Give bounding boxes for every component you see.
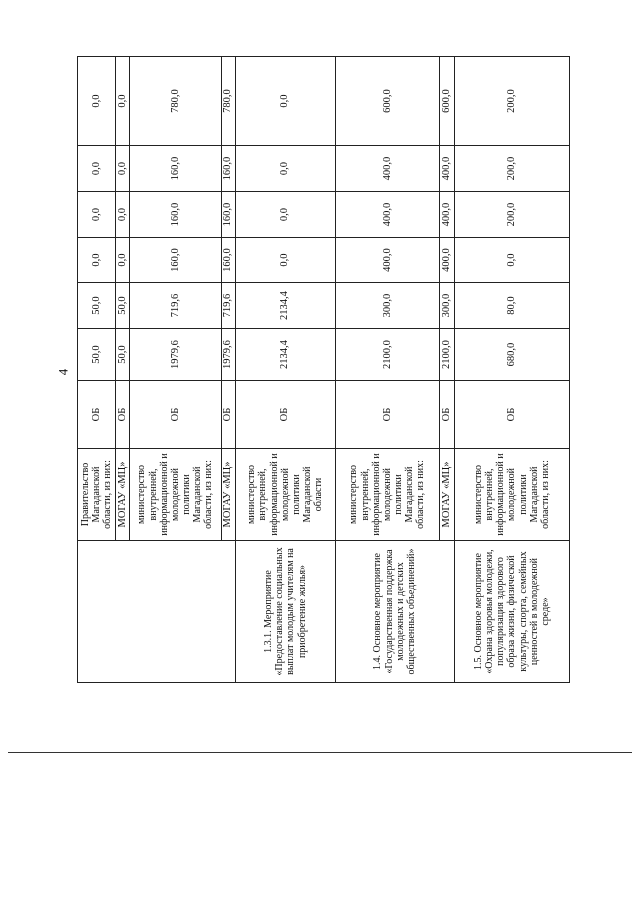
budget-table bbox=[77, 56, 570, 683]
value-cell: 400,0 bbox=[335, 238, 440, 283]
value-cell: 160,0 bbox=[221, 238, 236, 283]
value-cell: 0,0 bbox=[115, 57, 130, 146]
org-cell: министерство внутренней, информационной и молодежной политики Магаданской области, из них: bbox=[130, 449, 221, 541]
org-cell: министерство внутренней, информационной и молодежной политики Магаданской области, из них: bbox=[335, 449, 440, 541]
org-cell: МОГАУ «МЦ» bbox=[221, 449, 236, 541]
table-row bbox=[454, 57, 569, 683]
value-cell: 400,0 bbox=[335, 146, 440, 192]
value-cell: 50,0 bbox=[115, 283, 130, 329]
value-cell: 80,0 bbox=[454, 283, 569, 329]
source-cell: ОБ bbox=[221, 381, 236, 449]
value-cell: 50,0 bbox=[78, 283, 116, 329]
value-cell: 0,0 bbox=[115, 238, 130, 283]
rotated-table-container bbox=[77, 57, 570, 683]
value-cell: 160,0 bbox=[130, 146, 221, 192]
org-cell: министерство внутренней, информационной и молодежной политики Магаданской области bbox=[236, 449, 336, 541]
value-cell: 0,0 bbox=[78, 238, 116, 283]
source-cell: ОБ bbox=[454, 381, 569, 449]
value-cell: 400,0 bbox=[440, 192, 455, 238]
event-cell: 1.3.1. Мероприятие «Предоставление социальных выплат молодым учителям на приобретение жилья» bbox=[236, 541, 336, 683]
value-cell: 0,0 bbox=[78, 57, 116, 146]
source-cell: ОБ bbox=[335, 381, 440, 449]
value-cell: 2134,4 bbox=[236, 329, 336, 381]
source-cell: ОБ bbox=[115, 381, 130, 449]
value-cell: 0,0 bbox=[236, 57, 336, 146]
value-cell: 160,0 bbox=[130, 192, 221, 238]
value-cell: 600,0 bbox=[440, 57, 455, 146]
value-cell: 600,0 bbox=[335, 57, 440, 146]
value-cell: 2134,4 bbox=[236, 283, 336, 329]
value-cell: 2100,0 bbox=[335, 329, 440, 381]
value-cell: 160,0 bbox=[221, 146, 236, 192]
value-cell: 680,0 bbox=[454, 329, 569, 381]
event-cell: 1.5. Основное мероприятие «Охрана здоровья молодежи, популяризация здорового образа жизни, физической культуры, спорта, семейных ценностей в молодежной среде» bbox=[454, 541, 569, 683]
value-cell: 0,0 bbox=[78, 192, 116, 238]
source-cell: ОБ bbox=[236, 381, 336, 449]
value-cell: 200,0 bbox=[454, 146, 569, 192]
value-cell: 0,0 bbox=[236, 238, 336, 283]
source-cell: ОБ bbox=[130, 381, 221, 449]
value-cell: 400,0 bbox=[440, 238, 455, 283]
value-cell: 300,0 bbox=[335, 283, 440, 329]
table-row bbox=[335, 57, 440, 683]
source-cell: ОБ bbox=[78, 381, 116, 449]
org-cell: МОГАУ «МЦ» bbox=[440, 449, 455, 541]
org-cell: Правительство Магаданской области, из них: bbox=[78, 449, 116, 541]
value-cell: 400,0 bbox=[335, 192, 440, 238]
source-cell: ОБ bbox=[440, 381, 455, 449]
value-cell: 400,0 bbox=[440, 146, 455, 192]
page-divider-line bbox=[8, 752, 632, 753]
value-cell: 719,6 bbox=[221, 283, 236, 329]
value-cell: 780,0 bbox=[130, 57, 221, 146]
value-cell: 0,0 bbox=[115, 146, 130, 192]
event-cell bbox=[78, 541, 236, 683]
value-cell: 780,0 bbox=[221, 57, 236, 146]
table-row bbox=[78, 57, 116, 683]
value-cell: 200,0 bbox=[454, 192, 569, 238]
org-cell: министерство внутренней, информационной и молодежной политики Магаданской области, из них: bbox=[454, 449, 569, 541]
table-row bbox=[236, 57, 336, 683]
value-cell: 0,0 bbox=[236, 146, 336, 192]
value-cell: 719,6 bbox=[130, 283, 221, 329]
event-cell: 1.4. Основное мероприятие «Государственная поддержка молодежных и детских общественных объединений» bbox=[335, 541, 454, 683]
value-cell: 1979,6 bbox=[130, 329, 221, 381]
value-cell: 0,0 bbox=[236, 192, 336, 238]
value-cell: 160,0 bbox=[130, 238, 221, 283]
value-cell: 0,0 bbox=[115, 192, 130, 238]
value-cell: 300,0 bbox=[440, 283, 455, 329]
value-cell: 200,0 bbox=[454, 57, 569, 146]
value-cell: 0,0 bbox=[454, 238, 569, 283]
value-cell: 50,0 bbox=[115, 329, 130, 381]
value-cell: 1979,6 bbox=[221, 329, 236, 381]
org-cell: МОГАУ «МЦ» bbox=[115, 449, 130, 541]
value-cell: 160,0 bbox=[221, 192, 236, 238]
value-cell: 0,0 bbox=[78, 146, 116, 192]
value-cell: 2100,0 bbox=[440, 329, 455, 381]
page-number: 4 bbox=[55, 368, 71, 376]
value-cell: 50,0 bbox=[78, 329, 116, 381]
